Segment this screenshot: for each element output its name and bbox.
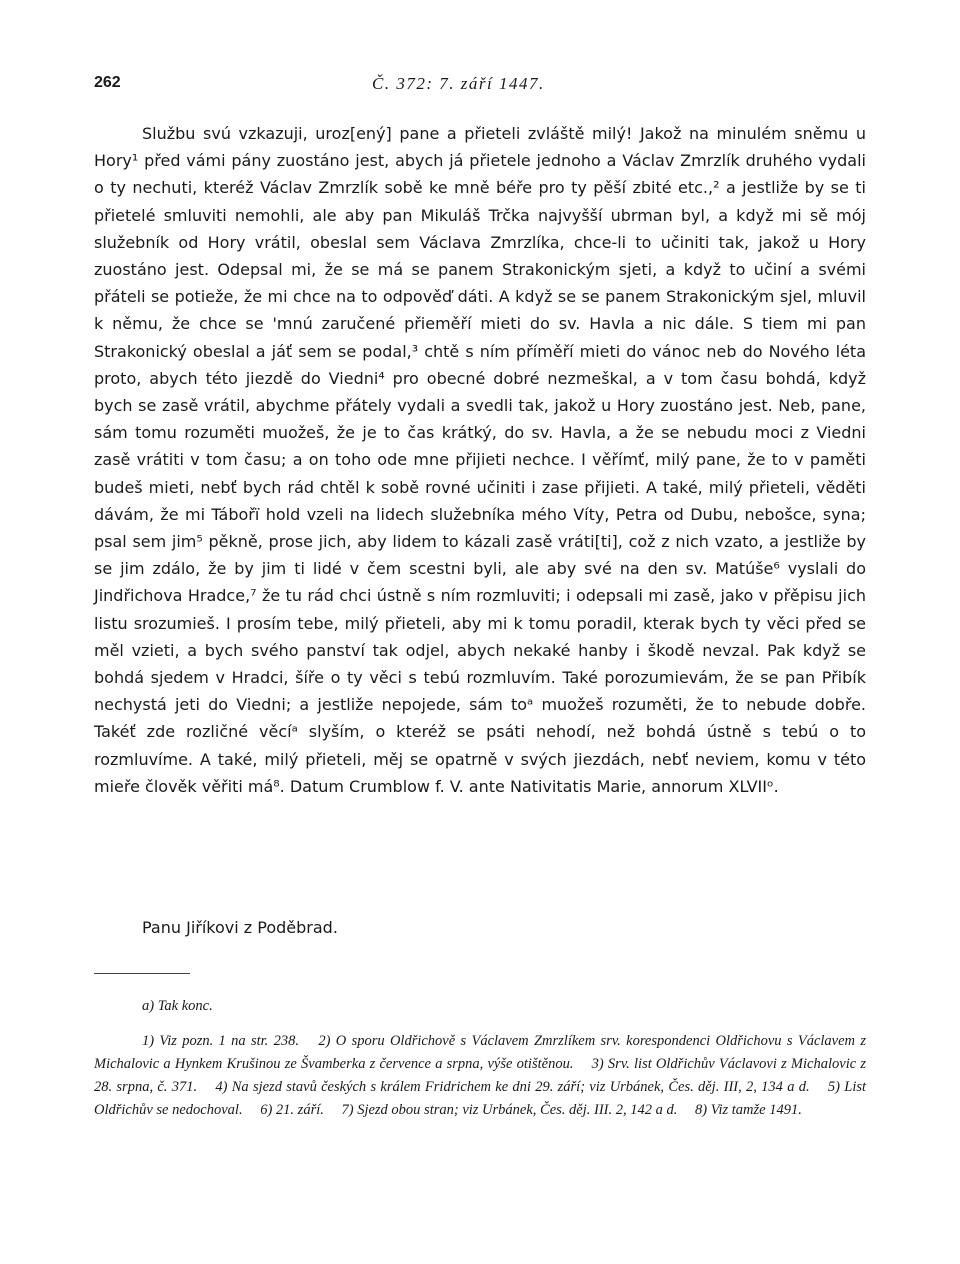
footnote-separator	[94, 973, 190, 974]
footnote-list	[94, 1030, 866, 1122]
footnote-6: 6) 21. září.	[260, 1102, 324, 1118]
footnote-7: 7) Sjezd obou stran; viz Urbánek, Čes. děj. III. 2, 142 a d.	[341, 1102, 678, 1118]
footnote-5: 5) List Oldřichův se nedochoval.	[94, 1079, 867, 1118]
letter-body: Službu svú vzkazuji, uroz[ený] pane a přieteli zvláště milý! Jakož na minulém sněmu u Hory¹ před vámi pány zuostáno jest, abych já přietele jednoho a Václav Zmrzlík druhého vydali o ty nechuti, kteréž Václav Zmrzlík sobě ke mně béře pro ty pěší zbité etc.,² a jestliže by se ti přietelé smluviti nemohli, ale aby pan Mikuláš Trčka najvyšší ubrman byl, a když mi sě mój služebník od Hory vrátil, obeslal sem Václava Zmrzlíka, chce-li to učiniti tak, jakož u Hory zuostáno jest. Odepsal mi, že se má se panem Strakonickým sjeti, a když to učiní a svémi přáteli se potieže, že mi chce na to odpověď dáti. A když se se panem Strakonickým sjel, mluvil k němu, že chce se 'mnú zaručené přieměří mieti do sv. Havla a nic dále. S tiem mi pan Strakonický obeslal a jáť sem se podal,³ chtě s ním příměří mieti do vánoc neb do Nového léta proto, abych této jiezdě do Viedni⁴ pro obecné dobré nezmeškal, a v tom času bohdá, když bych se zasě vrátil, abychme přátely vydali a svedli tak, jakož u Hory zuostáno jest. Neb, pane, sám tomu rozuměti muožeš, že je to čas krátký, do sv. Havla, a že se nebudu moci z Viedni zasě vrátiti v tom času; a on toho ode mne přijieti nechce. I věřímť, milý pane, že to v paměti budeš mieti, nebť bych rád chtěl k sobě rovné učiniti i zase přijieti. A také, milý přieteli, věděti dávám, že mi Tábořï hold vzeli na lidech služebníka mého Víty, Petra od Dubu, nebošce, syna; psal sem jim⁵ pěkně, prose jich, aby lidem to kázali zasě vráti[ti], což z nich vzato, a jestliže by se jim zdálo, že by jim ti lidé v čem scestni byli, ale aby své na den sv. Matúše⁶ vyslali do Jindřichova Hradce,⁷ že tu rád chci ústně s ním rozmluviti; i odepsali mi zasě, jako v přěpisu jich listu srozumieš. I prosím tebe, milý přieteli, aby mi k tomu poradil, kterak bych ty věci před se měl vzieti, a bych svého panství tak odjel, abych nekaké hanby i škodě nevzal. Pak když se bohdá sjedem v Hradci, šíře o ty věci s tebú rozmluvím. Také porozumievám, že se pan Přibík nechystá jeti do Viedni; a jestliže nepojede, sám toᵃ muožeš rozuměti, že to nebude dobře. Takéť zde rozličné věcíᵃ slyším, o kteréž se psáti nehodí, než bohdá ústně s tebú o to rozmluvíme. A také, milý přieteli, měj se opatrně v svých jiezdách, nebť neviem, komu v této mieře člověk věřiti má⁸. Datum Crumblow f. V. ante Nativitatis Marie, annorum XLVIIᵒ.	[94, 124, 866, 796]
page-header	[94, 74, 866, 100]
footnote-2: 2) O sporu Oldřichově s Václavem Zmrzlíkem srv. korespondenci Oldřichovu s Václavem z Michalovic a Hynkem Krušinou ze Švamberka z července a srpna, výše otištěnou.	[94, 1033, 866, 1072]
running-title: Č. 372: 7. září 1447.	[372, 74, 545, 93]
footnote-3: 3) Srv. list Oldřichův Václavovi z Michalovic z 28. srpna, č. 371.	[94, 1056, 867, 1095]
addressee-line: Panu Jiříkovi z Poděbrad.	[142, 918, 338, 937]
footnote-4: 4) Na sjezd stavů českých s králem Fridrichem ke dni 29. září; viz Urbánek, Čes. děj. III, 2, 134 a d.	[215, 1079, 810, 1095]
footnote-8: 8) Viz tamže 1491.	[695, 1102, 802, 1118]
page-number: 262	[94, 74, 121, 91]
textual-note: a) Tak konc.	[142, 998, 213, 1014]
footnotes-section	[94, 995, 866, 1122]
letter-text	[94, 120, 866, 800]
footnote-1: 1) Viz pozn. 1 na str. 238.	[142, 1033, 300, 1049]
